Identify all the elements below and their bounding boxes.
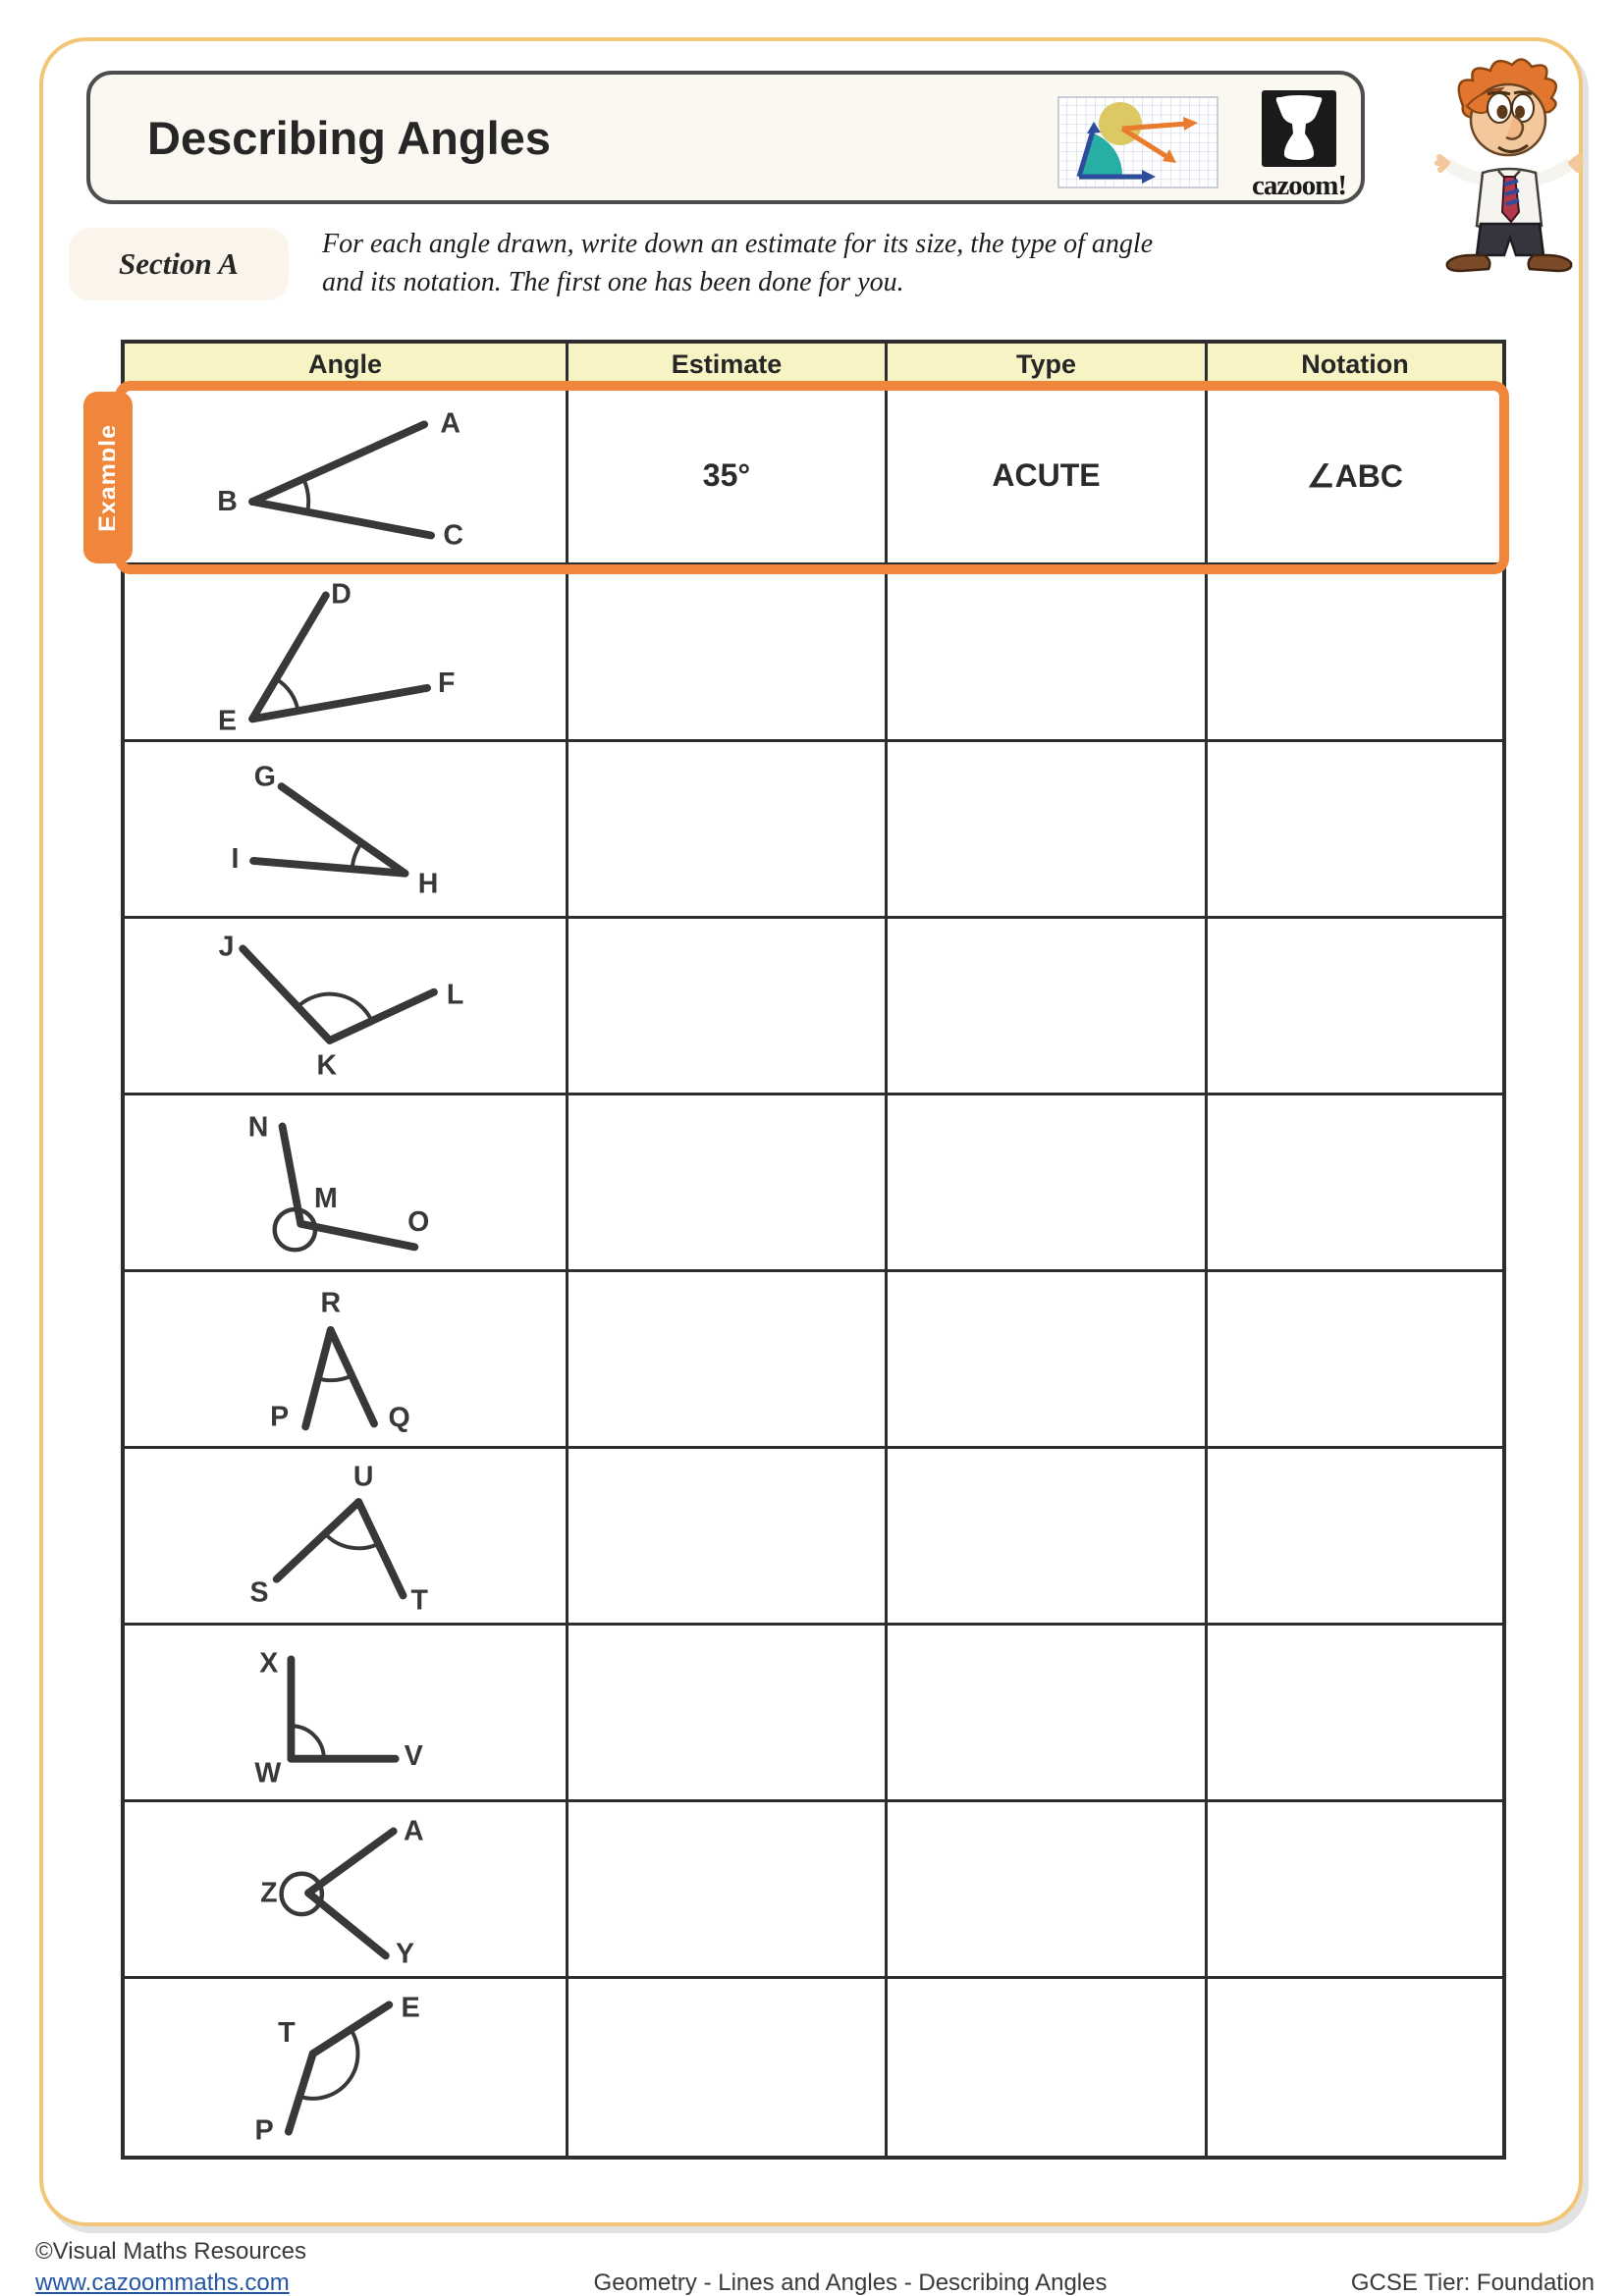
page-title: Describing Angles <box>147 111 551 164</box>
estimate-cell-XWV <box>568 1626 888 1802</box>
vertex-label-N: N <box>247 1111 269 1144</box>
angle-cell-XWV <box>125 1626 568 1802</box>
vertex-label-C: C <box>443 519 463 552</box>
header-box <box>86 71 1365 204</box>
angle-figure-GIH <box>125 742 566 916</box>
estimate-cell-TPE <box>568 1979 888 2156</box>
table-row-PRQ <box>125 1272 1502 1449</box>
vertex-label-I: I <box>231 842 240 875</box>
vertex-label-M: M <box>313 1183 338 1215</box>
section-label: Section A <box>69 228 289 300</box>
angle-cell-GIH <box>125 742 568 919</box>
estimate-cell-JKL <box>568 919 888 1095</box>
type-cell-DEF <box>888 565 1208 742</box>
angle-cell-DEF <box>125 565 568 742</box>
angles-grid-icon <box>1057 96 1218 188</box>
vertex-label-P: P <box>270 1401 290 1433</box>
table-row-XWV <box>125 1626 1502 1802</box>
vertex-label-V: V <box>404 1739 423 1772</box>
cazoom-logo-text: cazoom! <box>1251 170 1347 201</box>
example-tab <box>83 392 133 563</box>
vertex-label-X: X <box>259 1647 279 1680</box>
notation-cell-SUT <box>1208 1449 1502 1626</box>
type-cell-SUT <box>888 1449 1208 1626</box>
angle-figure-JKL <box>125 919 566 1093</box>
notation-cell-GIH <box>1208 742 1502 919</box>
vertex-label-Z: Z <box>260 1877 278 1909</box>
angle-figure-ABC <box>125 389 566 562</box>
vertex-label-Y: Y <box>395 1938 414 1970</box>
column-header-estimate: Estimate <box>568 344 888 389</box>
notation-cell-AZY <box>1208 1802 1502 1979</box>
notation-cell-DEF <box>1208 565 1502 742</box>
type-cell-AZY <box>888 1802 1208 1979</box>
vertex-label-B: B <box>217 486 238 518</box>
table-row-TPE <box>125 1979 1502 2156</box>
angle-figure-TPE <box>125 1979 566 2156</box>
angle-cell-NMO <box>125 1095 568 1272</box>
estimate-cell-SUT <box>568 1449 888 1626</box>
type-cell-XWV <box>888 1626 1208 1802</box>
vertex-label-L: L <box>446 979 464 1011</box>
estimate-cell-NMO <box>568 1095 888 1272</box>
footer-topic: Geometry - Lines and Angles - Describing Angles <box>593 2269 1108 2296</box>
table-row-GIH <box>125 742 1502 919</box>
vertex-label-J: J <box>218 931 235 963</box>
angle-cell-TPE <box>125 1979 568 2156</box>
angle-figure-SUT <box>125 1449 566 1623</box>
teacher-character-illustration <box>1404 47 1600 283</box>
vertex-label-A: A <box>404 1815 424 1847</box>
angle-figure-NMO <box>125 1095 566 1269</box>
vertex-label-A: A <box>440 407 460 440</box>
angle-figure-AZY <box>125 1802 566 1976</box>
table-row-SUT <box>125 1449 1502 1626</box>
vertex-label-Q: Q <box>388 1402 410 1434</box>
estimate-cell-GIH <box>568 742 888 919</box>
angle-figure-PRQ <box>125 1272 566 1446</box>
vertex-label-P: P <box>254 2114 274 2147</box>
vertex-label-S: S <box>249 1576 269 1609</box>
table-row-AZY <box>125 1802 1502 1979</box>
vertex-label-K: K <box>316 1049 338 1082</box>
footer-copyright: ©Visual Maths Resources <box>35 2238 307 2265</box>
notation-cell-XWV <box>1208 1626 1502 1802</box>
angle-cell-JKL <box>125 919 568 1095</box>
notation-cell-PRQ <box>1208 1272 1502 1449</box>
cazoom-logo-icon <box>1241 90 1357 200</box>
estimate-cell-ABC: 35° <box>568 389 888 565</box>
notation-cell-ABC: ∠ABC <box>1208 389 1502 565</box>
table-header-row <box>125 344 1502 389</box>
type-cell-JKL <box>888 919 1208 1095</box>
footer-tier: GCSE Tier: Foundation <box>1350 2269 1595 2296</box>
vertex-label-E: E <box>401 1992 420 2024</box>
angle-cell-PRQ <box>125 1272 568 1449</box>
angles-table <box>121 340 1506 2160</box>
instructions-line2: and its notation. The first one has been done for you. <box>322 266 904 297</box>
estimate-cell-AZY <box>568 1802 888 1979</box>
angle-figure-XWV <box>125 1626 566 1799</box>
vertex-label-D: D <box>331 578 352 611</box>
estimate-cell-DEF <box>568 565 888 742</box>
notation-cell-TPE <box>1208 1979 1502 2156</box>
type-cell-PRQ <box>888 1272 1208 1449</box>
table-row-ABC <box>125 389 1502 565</box>
vertex-label-W: W <box>254 1757 282 1789</box>
angle-cell-SUT <box>125 1449 568 1626</box>
vertex-label-O: O <box>407 1205 430 1238</box>
angle-cell-AZY <box>125 1802 568 1979</box>
notation-cell-JKL <box>1208 919 1502 1095</box>
section-instructions <box>322 226 1363 301</box>
type-cell-GIH <box>888 742 1208 919</box>
vertex-label-H: H <box>417 868 439 900</box>
type-cell-TPE <box>888 1979 1208 2156</box>
type-cell-NMO <box>888 1095 1208 1272</box>
vertex-label-R: R <box>320 1287 342 1319</box>
vertex-label-E: E <box>218 705 238 737</box>
estimate-cell-PRQ <box>568 1272 888 1449</box>
angle-cell-ABC <box>125 389 568 565</box>
vertex-label-T: T <box>278 2017 296 2050</box>
column-header-type: Type <box>888 344 1208 389</box>
angle-figure-DEF <box>125 565 566 739</box>
vertex-label-G: G <box>253 761 276 793</box>
table-row-NMO <box>125 1095 1502 1272</box>
notation-cell-NMO <box>1208 1095 1502 1272</box>
column-header-angle: Angle <box>125 344 568 389</box>
table-row-JKL <box>125 919 1502 1095</box>
vertex-label-T: T <box>410 1584 428 1617</box>
example-tab-label: Example <box>93 423 122 532</box>
column-header-notation: Notation <box>1208 344 1502 389</box>
type-cell-ABC: ACUTE <box>888 389 1208 565</box>
vertex-label-F: F <box>438 667 456 699</box>
table-body <box>125 389 1502 2156</box>
instructions-line1: For each angle drawn, write down an estimate for its size, the type of angle <box>322 229 1154 259</box>
vertex-label-U: U <box>352 1461 374 1493</box>
footer-website-link[interactable]: www.cazoommaths.com <box>35 2269 290 2296</box>
table-row-DEF <box>125 565 1502 742</box>
